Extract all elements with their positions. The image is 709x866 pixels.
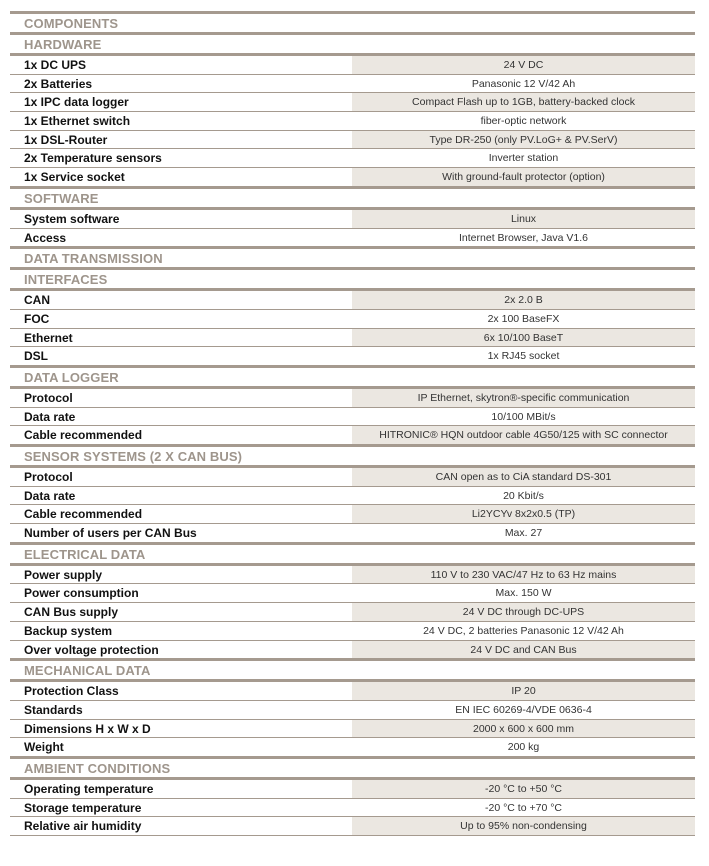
table-row [10,641,695,659]
table-row [10,487,695,506]
spec-label: Protocol [24,470,73,484]
spec-value: 2000 x 600 x 600 mm [352,720,695,738]
spec-label: DSL [24,349,48,364]
spec-value: Linux [352,210,695,228]
table-row [10,584,695,603]
section-header: SENSOR SYSTEMS (2 X CAN BUS) [10,444,695,465]
spec-value: 20 Kbit/s [503,489,544,502]
spec-label: 2x Batteries [24,76,93,91]
spec-label: Relative air humidity [24,819,142,834]
table-row [10,817,695,835]
spec-value: 10/100 MBit/s [491,410,556,423]
spec-value: Inverter station [488,152,559,165]
spec-value: 1x RJ45 socket [487,350,560,363]
table-row [10,168,695,186]
table-row [10,210,695,229]
section-header: DATA LOGGER [10,365,695,386]
spec-value: fiber-optic network [480,115,567,128]
table-row [10,682,695,701]
spec-value: IP Ethernet, skytron®-specific communication [352,389,695,407]
table-row [10,426,695,444]
table-row [10,780,695,799]
spec-label: Backup system [24,623,113,638]
spec-value: Max. 27 [504,527,543,540]
section-header: HARDWARE [10,32,695,53]
spec-label: 1x DC UPS [24,58,87,72]
spec-label: 1x Service socket [24,170,125,185]
spec-label: CAN [24,293,50,308]
spec-label: FOC [24,311,50,326]
spec-value: Compact Flash up to 1GB, battery-backed clock [352,93,695,111]
spec-label: Over voltage protection [24,642,159,657]
section-header: ELECTRICAL DATA [10,542,695,563]
table-row [10,291,695,310]
spec-value: -20 °C to +50 °C [352,780,695,798]
spec-label: 1x IPC data logger [24,95,129,110]
spec-value: 200 kg [507,741,540,754]
table-row [10,131,695,150]
section-rows [10,53,695,186]
spec-label: Protection Class [24,684,119,699]
table-row [10,505,695,524]
spec-label: Protocol [24,390,73,405]
table-row [10,112,695,131]
table-row [10,229,695,247]
spec-label: Operating temperature [24,781,154,796]
table-row [10,603,695,622]
table-row [10,408,695,427]
table-row [10,468,695,487]
spec-label: Cable recommended [24,428,143,443]
section-header: COMPONENTS [10,11,695,32]
spec-label: CAN Bus supply [24,605,119,620]
section-rows [10,288,695,365]
section-header: MECHANICAL DATA [10,658,695,679]
table-row [10,149,695,168]
table-row [10,799,695,818]
section-rows [10,563,695,658]
section-rows [10,386,695,444]
spec-label: Standards [24,702,83,717]
spec-label: Power supply [24,567,103,582]
table-row [10,347,695,365]
spec-value: Li2YCYv 8x2x0.5 (TP) [352,505,695,523]
spec-label: Ethernet [24,330,73,345]
spec-value: With ground-fault protector (option) [352,168,695,186]
spec-value: Up to 95% non-condensing [352,817,695,835]
spec-value: Internet Browser, Java V1.6 [459,231,588,244]
section-rows [10,777,695,835]
table-row [10,310,695,329]
spec-value: HITRONIC® HQN outdoor cable 4G50/125 with SC connector [352,426,695,444]
spec-value: -20 °C to +70 °C [485,801,562,814]
spec-value: IP 20 [352,682,695,700]
spec-value: CAN open as to CiA standard DS-301 [352,468,695,486]
table-row [10,622,695,641]
spec-value: Type DR-250 (only PV.LoG+ & PV.SerV) [352,131,695,149]
spec-value: 2x 100 BaseFX [487,312,560,325]
table-row [10,738,695,756]
section-header: AMBIENT CONDITIONS [10,756,695,777]
spec-value: EN IEC 60269-4/VDE 0636-4 [455,703,592,716]
spec-label: System software [24,211,120,226]
spec-table [10,11,695,836]
table-row [10,720,695,739]
section-rows [10,679,695,756]
section-header: DATA TRANSMISSION [10,246,695,267]
spec-value: 24 V DC [352,56,695,74]
spec-value: Max. 150 W [495,587,552,600]
section-header: INTERFACES [10,267,695,288]
table-row [10,389,695,408]
spec-label: Data rate [24,409,76,424]
table-row [10,75,695,94]
spec-label: Dimensions H x W x D [24,721,151,736]
spec-label: 1x Ethernet switch [24,114,131,129]
spec-value: 6x 10/100 BaseT [352,329,695,347]
table-row [10,329,695,348]
spec-value: 24 V DC through DC-UPS [352,603,695,621]
table-row [10,566,695,585]
spec-label: 1x DSL-Router [24,132,108,147]
table-row [10,524,695,542]
spec-value: 24 V DC, 2 batteries Panasonic 12 V/42 Ah [423,624,624,637]
spec-label: Power consumption [24,586,139,601]
section-rows [10,465,695,542]
table-bottom-rule [10,835,695,836]
spec-label: Number of users per CAN Bus [24,526,197,541]
spec-label: Data rate [24,488,76,503]
spec-label: Weight [24,740,64,755]
table-row [10,56,695,75]
spec-label: Access [24,230,67,245]
spec-value: Panasonic 12 V/42 Ah [471,77,576,90]
table-row [10,93,695,112]
section-rows [10,207,695,246]
spec-value: 24 V DC and CAN Bus [352,641,695,659]
table-row [10,701,695,720]
spec-label: 2x Temperature sensors [24,151,162,166]
spec-label: Cable recommended [24,507,143,522]
spec-label: Storage temperature [24,800,142,815]
section-header: SOFTWARE [10,186,695,207]
spec-value: 2x 2.0 B [352,291,695,309]
spec-value: 110 V to 230 VAC/47 Hz to 63 Hz mains [352,566,695,584]
